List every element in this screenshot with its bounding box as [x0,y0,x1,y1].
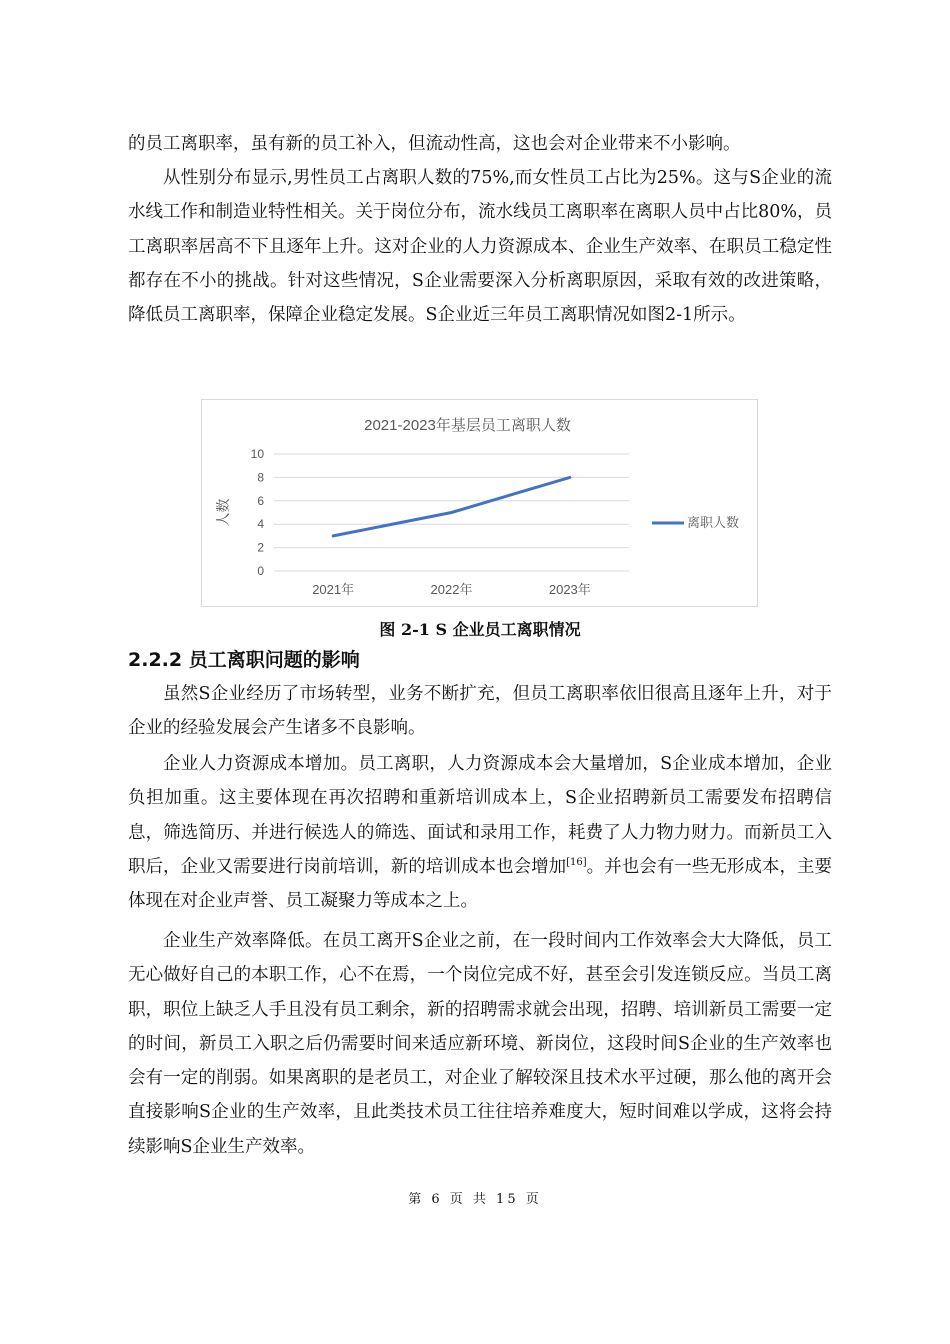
x-tick-label: 2022年 [430,582,473,597]
figure-caption: 图 2-1 S 企业员工离职情况 [379,620,581,639]
citation-ref: [16] [566,857,587,869]
line-chart-svg [202,400,759,608]
y-tick-label: 0 [257,564,264,578]
paragraph-continuation [128,127,832,161]
paragraph-text: 的员工离职率，虽有新的员工补入，但流动性高，这也会对企业带来不小影响。 [128,134,741,154]
y-tick-label: 10 [250,447,264,461]
paragraph-text: 企业生产效率降低。在员工离开S企业之前，在一段时间内工作效率会大大降低，员工无心做好自己的本职工作，心不在焉，一个岗位完成不好，甚至会引发连锁反应。当员工离职，职位上缺乏人手且没有员工剩余，新的招聘需求就会出现，招聘、培训新员工需要一定的时间，新员工入职之后仍需要时间来适应新环境、新岗位，这段时间S企业的生产效率也会有一定的削弱。如果离职的是老员工，对企业了解较深且技术水平过硬，那么他的离开会直接影响S企业的生产效率，且此类技术员工往往培养难度大，短时间难以学成，这将会持续影响S企业生产效率。 [128,931,832,1157]
x-tick-label: 2023年 [548,582,591,597]
y-tick-label: 2 [257,540,264,555]
paragraph-text: 。并也会有一些无形成本，主要体现在对企业声誉、员工凝聚力等成本之上。 [128,856,833,912]
paragraph-text: 虽然S企业经历了市场转型，业务不断扩充，但员工离职率依旧很高且逐年上升，对于企业的经验发展会产生诸多不良影响。 [128,684,832,739]
y-tick-label: 8 [257,470,264,485]
paragraph-intro [128,677,832,746]
paragraph-text: 从性别分布显示,男性员工占离职人数的75%,而女性员工占比为25%。这与S企业的流水线工作和制造业特性相关。关于岗位分布，流水线员工离职率在离职人员中占比80%，员工离职率居高不下且逐年上升。这对企业的人力资源成本、企业生产效率、在职员工稳定性都存在不小的挑战。针对这些情况，S企业需要深入分析离职原因，采取有效的改进策略，降低员工离职率，保障企业稳定发展。S企业近三年员工离职情况如图2-1所示。 [128,168,832,326]
x-tick-label: 2021年 [312,582,355,597]
legend-label: 离职人数 [687,515,740,530]
chart-title: 2021-2023年基层员工离职人数 [364,417,571,434]
page-footer: 第 6 页 共 15 页 [408,1192,542,1207]
paragraph-hr-cost [128,747,832,918]
paragraph-gender-distribution [128,161,832,332]
y-tick-label: 6 [257,493,264,508]
paragraph-productivity [128,924,832,1164]
section-heading: 2.2.2 员工离职问题的影响 [128,649,360,671]
y-axis-label: 人数 [215,498,231,527]
y-tick-label: 4 [257,517,264,532]
line-chart [201,399,758,607]
series-line [333,477,570,536]
paragraph-text: 企业人力资源成本增加。员工离职，人力资源成本会大量增加，S企业成本增加，企业负担加重。这主要体现在再次招聘和重新培训成本上，S企业招聘新员工需要发布招聘信息，筛选简历、并进行候选人的筛选、面试和录用工作，耗费了人力物力财力。而新员工入职后，企业又需要进行岗前培训，新的培训成本也会增加 [128,754,832,877]
